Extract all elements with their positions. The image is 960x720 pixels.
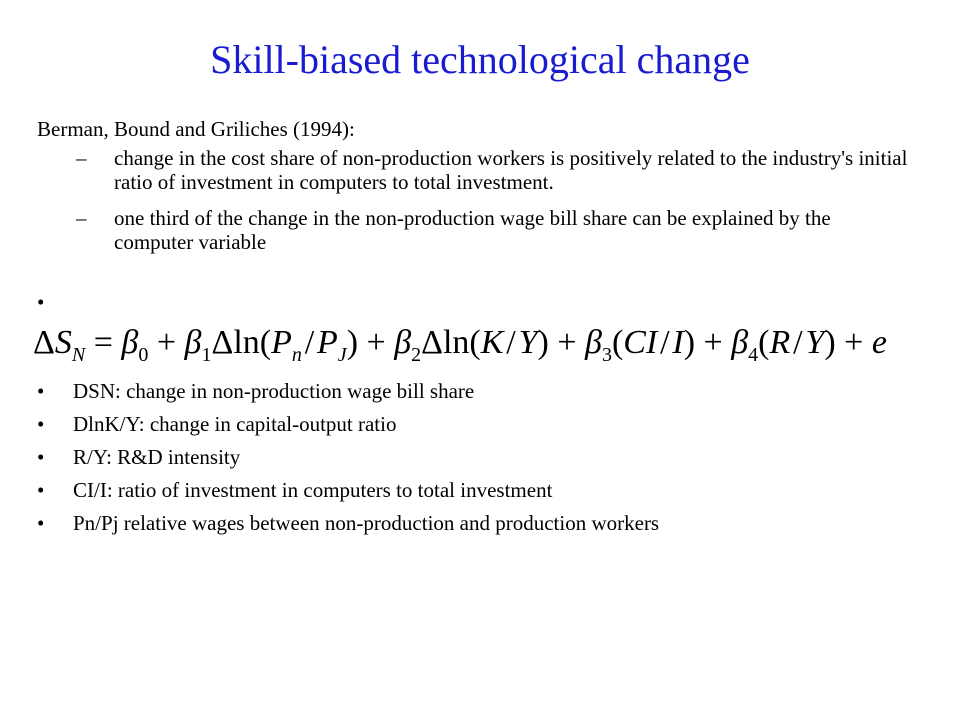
definition-item: R/Y: R&D intensity [73, 445, 241, 469]
definition-bullet: • [37, 478, 45, 502]
definition-bullet: • [37, 412, 45, 436]
definition-item: DSN: change in non-production wage bill share [73, 379, 475, 403]
sub-point-text: one third of the change in the non-production wage bill share can be explained by the computer variable [114, 206, 831, 254]
definition-item: DlnK/Y: change in capital-output ratio [73, 412, 397, 436]
sub-point-marker: – [76, 206, 87, 230]
definition-item: CI/I: ratio of investment in computers to total investment [73, 478, 553, 502]
sub-point-text: change in the cost share of non-production workers is positively related to the industry's initial ratio of investment in computers to total investment. [114, 146, 908, 194]
definition-bullet: • [37, 445, 45, 469]
definition-bullet: • [37, 511, 45, 535]
citation-heading: Berman, Bound and Griliches (1994): [37, 117, 355, 141]
definition-item: Pn/Pj relative wages between non-production and production workers [73, 511, 660, 535]
regression-equation: $\Delta S_N = \beta_0 + \beta_1\Delta\ln(P_n$ / $P_J) + \beta_2\Delta\ln(K$ / $Y) + \beta_3(CI$ / $I) + \beta_4(R$ / Y) + e [33, 324, 887, 366]
slide-title: Skill-biased technological change [210, 37, 750, 82]
definition-bullet: • [37, 379, 45, 403]
sub-point-marker: – [76, 146, 87, 170]
equation-bullet: • [37, 290, 45, 314]
